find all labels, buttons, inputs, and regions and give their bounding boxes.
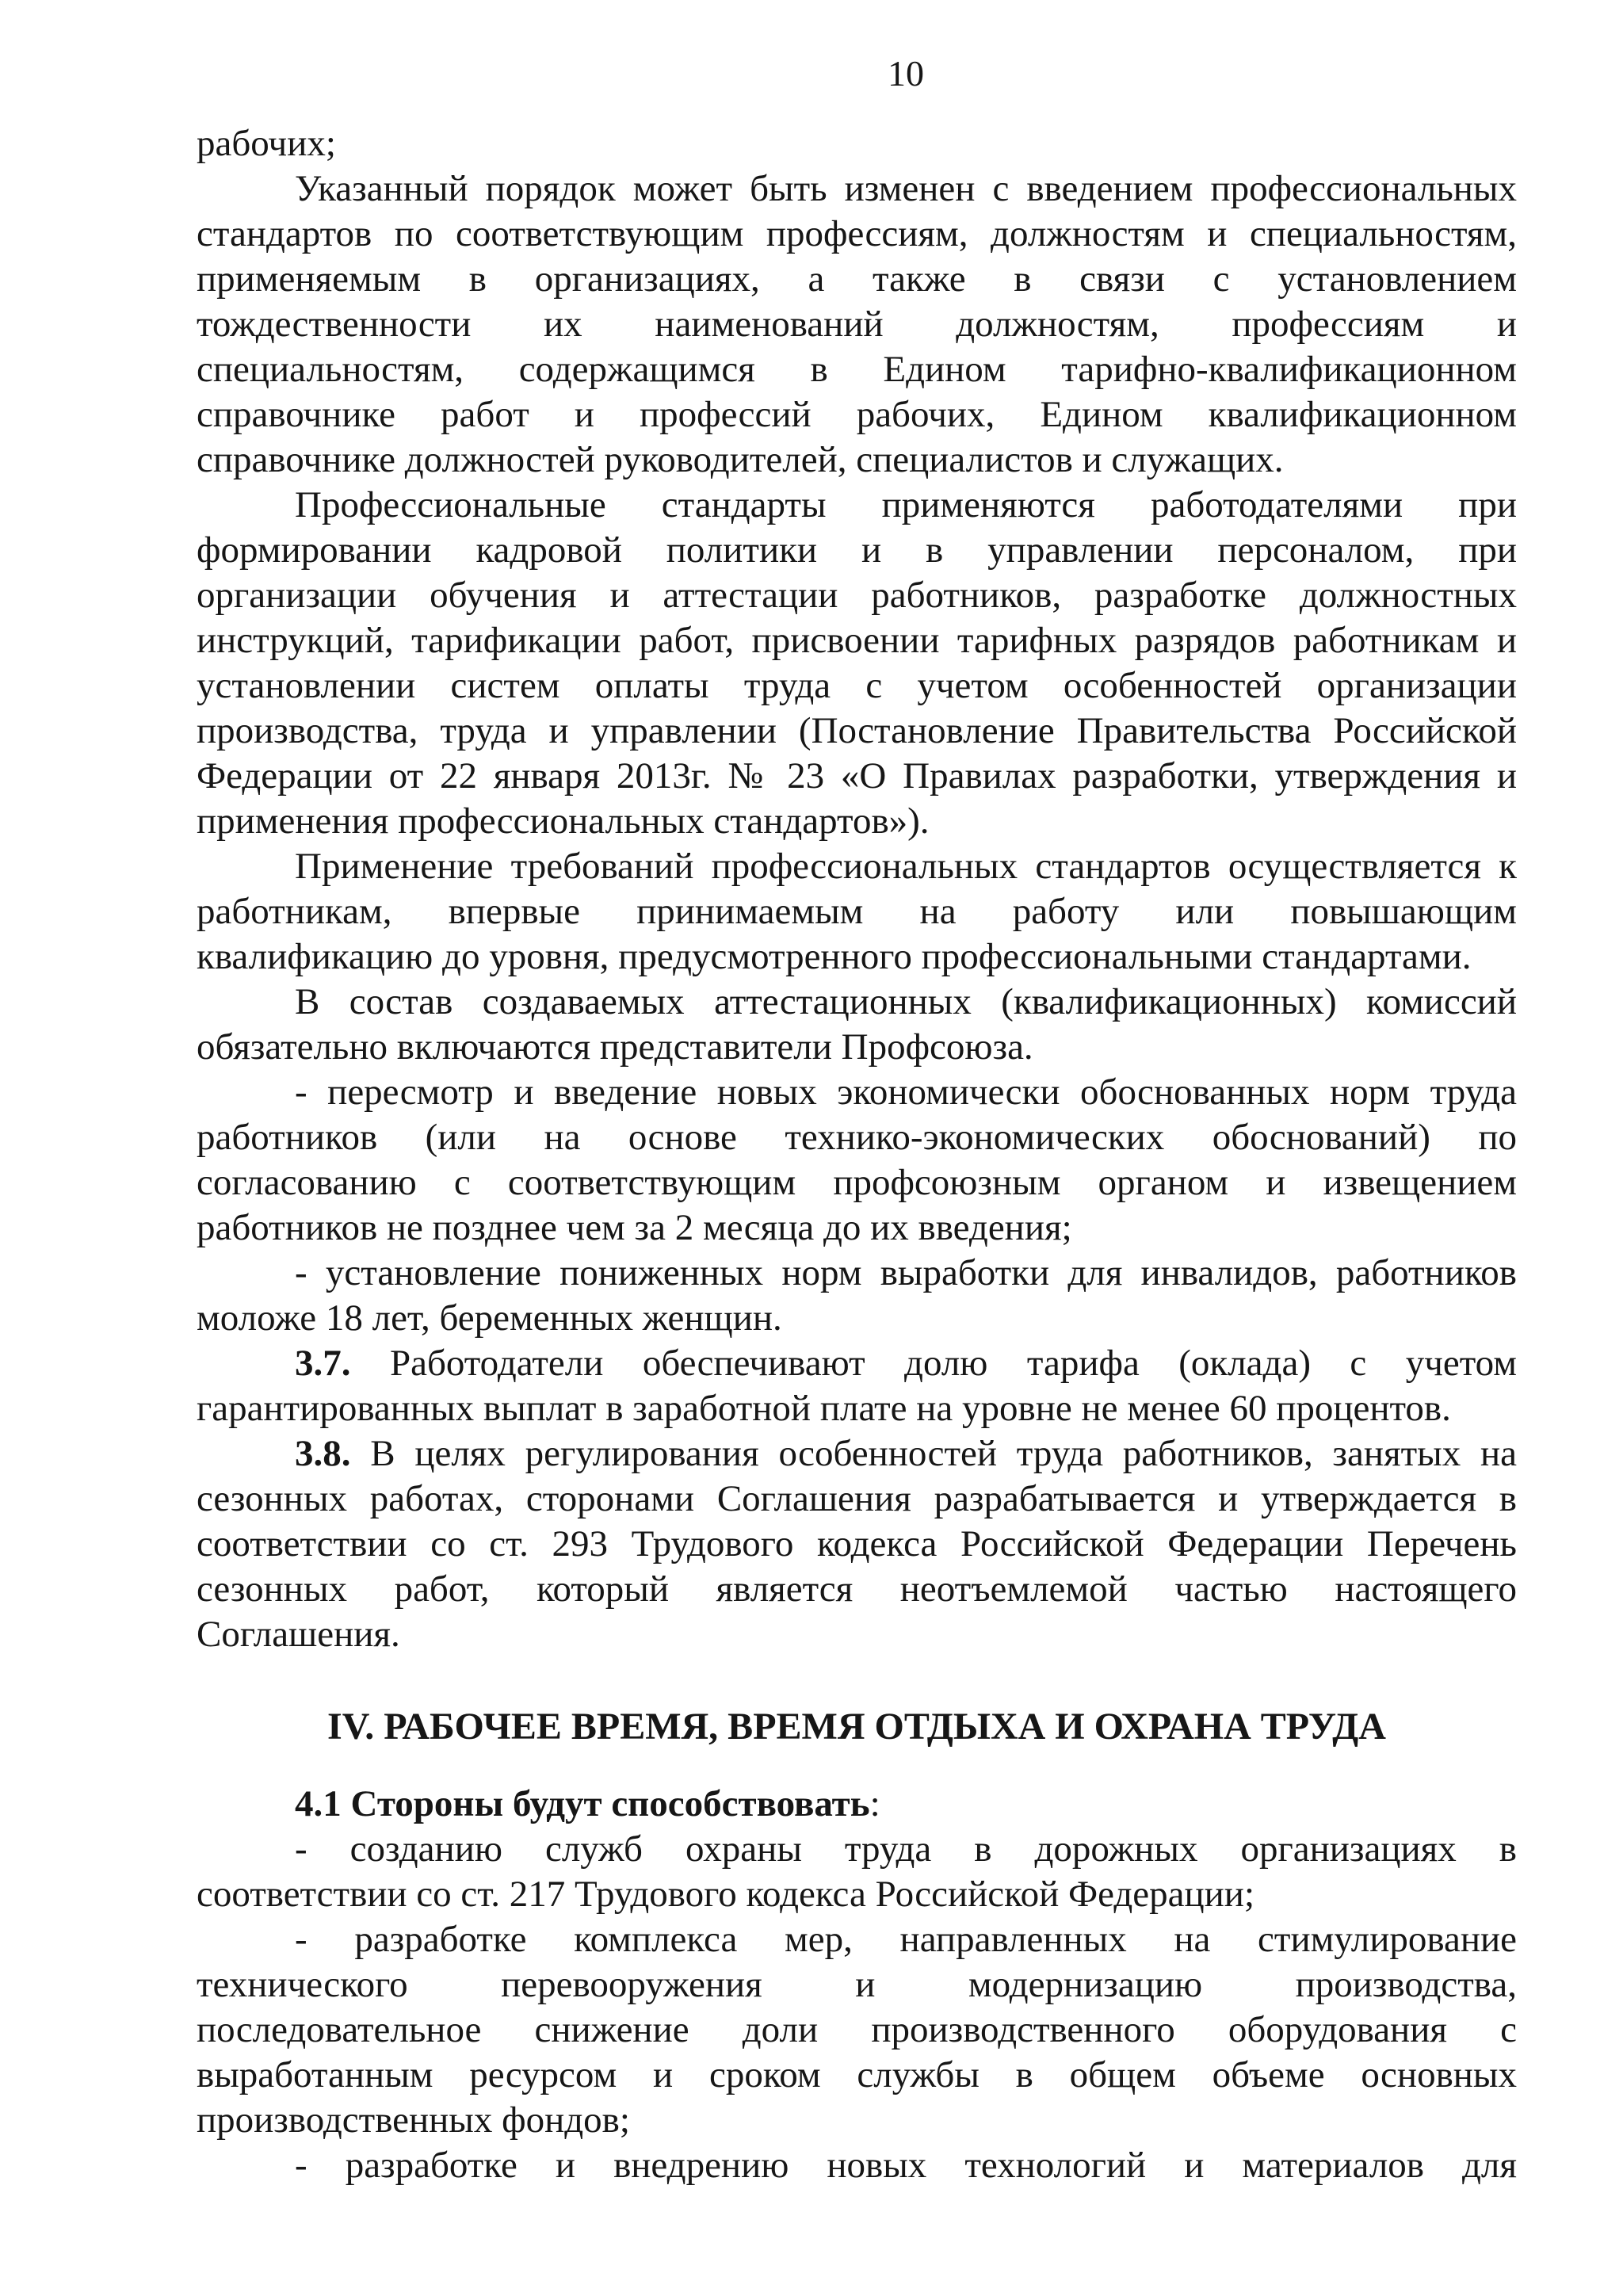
text-line: производственных фондов; — [197, 2099, 630, 2141]
text-line: Федерации от 22 января 2013г. № 23 «О Правилах разработки, утверждения и — [197, 755, 1517, 797]
paragraph — [197, 980, 1517, 1070]
text-line: работников не позднее чем за 2 месяца до их введения; — [197, 1207, 1072, 1248]
paragraph — [197, 1827, 1517, 1917]
text-line: стандартов по соответствующим профессиям, должностям и специальностям, — [197, 213, 1517, 254]
text-line: - пересмотр и введение новых экономически обоснованных норм труда — [295, 1072, 1517, 1113]
text-line — [197, 1341, 1517, 1386]
paragraph — [197, 1431, 1517, 1657]
paragraph — [197, 2143, 1517, 2188]
line-text: Работодатели обеспечивают долю тарифа (оклада) с учетом — [389, 1343, 1517, 1384]
text-line: формировании кадровой политики и в управлении персоналом, при — [197, 529, 1517, 571]
text-line: - разработке комплекса мер, направленных на стимулирование — [295, 1919, 1517, 1960]
text-line: инструкций, тарификации работ, присвоении тарифных разрядов работникам и — [197, 620, 1517, 661]
text-line: - созданию служб охраны труда в дорожных организациях в — [295, 1828, 1517, 1870]
section-4-body — [197, 1782, 1517, 2188]
line-text: В целях регулирования особенностей труда работников, занятых на — [370, 1433, 1517, 1474]
text-line: обязательно включаются представители Профсоюза. — [197, 1026, 1033, 1068]
text-line: сезонных работах, сторонами Соглашения разрабатывается и утверждается в — [197, 1478, 1517, 1519]
text-line: применяемым в организациях, а также в связи с установлением — [197, 258, 1517, 300]
text-line: установлении систем оплаты труда с учетом особенностей организации — [197, 665, 1517, 706]
text-line: гарантированных выплат в заработной плате на уровне не менее 60 процентов. — [197, 1388, 1451, 1429]
line-text: : — [869, 1783, 880, 1824]
text-line: соответствии со ст. 217 Трудового кодекса Российской Федерации; — [197, 1874, 1255, 1915]
paragraph — [197, 483, 1517, 844]
text-line: - установление пониженных норм выработки для инвалидов, работников — [295, 1252, 1517, 1293]
text-line: Соглашения. — [197, 1614, 400, 1655]
paragraph — [197, 1070, 1517, 1251]
continuation-line: рабочих; — [197, 123, 336, 164]
text-line: В состав создаваемых аттестационных (квалификационных) комиссий — [295, 981, 1517, 1022]
clause-number: 3.8. — [295, 1433, 351, 1474]
paragraph — [197, 1917, 1517, 2143]
text-line: специальностям, содержащимся в Едином тарифно-квалификационном — [197, 349, 1517, 390]
text-line: выработанным ресурсом и сроком службы в общем объеме основных — [197, 2054, 1517, 2095]
text-line: квалификацию до уровня, предусмотренного профессиональными стандартами. — [197, 936, 1472, 977]
paragraph — [197, 844, 1517, 980]
text-line — [197, 1782, 1517, 1827]
text-line: справочнике работ и профессий рабочих, Едином квалификационном — [197, 394, 1517, 435]
text-line: применения профессиональных стандартов»). — [197, 800, 930, 842]
section-heading: IV. РАБОЧЕЕ ВРЕМЯ, ВРЕМЯ ОТДЫХА И ОХРАНА ТРУДА — [327, 1706, 1386, 1748]
text-line: сезонных работ, который является неотъемлемой частью настоящего — [197, 1568, 1517, 1610]
section-3-body — [197, 121, 1517, 1657]
text-line: соответствии со ст. 293 Трудового кодекса Российской Федерации Перечень — [197, 1523, 1517, 1564]
text-line: моложе 18 лет, беременных женщин. — [197, 1297, 782, 1339]
text-line: работников (или на основе технико-экономических обоснований) по — [197, 1117, 1517, 1158]
paragraph — [197, 1251, 1517, 1341]
text-line: последовательное снижение доли производственного оборудования с — [197, 2009, 1517, 2050]
text-line: производства, труда и управлении (Постановление Правительства Российской — [197, 710, 1517, 751]
text-line: организации обучения и аттестации работников, разработке должностных — [197, 575, 1517, 616]
clause-lead: 4.1 Стороны будут способствовать — [295, 1783, 870, 1824]
page-number: 10 — [888, 53, 924, 94]
text-line: справочнике должностей руководителей, специалистов и служащих. — [197, 439, 1284, 480]
text-line: технического перевооружения и модернизацию производства, — [197, 1964, 1517, 2005]
text-line: Профессиональные стандарты применяются работодателями при — [295, 484, 1517, 525]
clause-number: 3.7. — [295, 1343, 351, 1384]
paragraph — [197, 1341, 1517, 1431]
paragraph — [197, 166, 1517, 483]
text-line: Указанный порядок может быть изменен с введением профессиональных — [295, 168, 1517, 209]
text-line: тождественности их наименований должностям, профессиям и — [197, 304, 1517, 345]
text-line: Применение требований профессиональных стандартов осуществляется к — [295, 846, 1517, 887]
text-line — [197, 1431, 1517, 1477]
text-line: работникам, впервые принимаемым на работу или повышающим — [197, 891, 1517, 932]
text-line: - разработке и внедрению новых технологий и материалов для — [295, 2145, 1517, 2186]
paragraph — [197, 1782, 1517, 1827]
text-line: согласованию с соответствующим профсоюзным органом и извещением — [197, 1162, 1517, 1203]
